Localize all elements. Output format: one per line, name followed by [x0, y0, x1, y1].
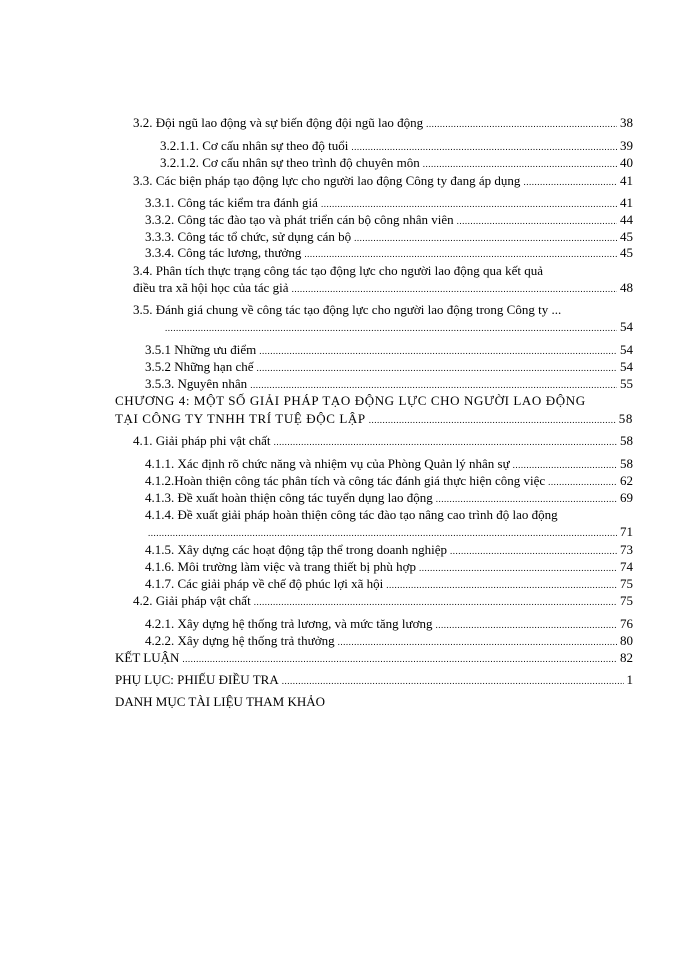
toc-entry-page: 39 [620, 138, 633, 153]
toc-entry-title: 3.2.1.2. Cơ cấu nhân sự theo trình độ chuyên môn [160, 155, 420, 170]
toc-entry-page: 54 [620, 342, 633, 357]
toc-entry-page: 55 [620, 376, 633, 391]
toc-entry-title: 4.1.5. Xây dựng các hoạt động tập thể trong doanh nghiệp [145, 542, 448, 557]
toc-entry-page: 80 [620, 633, 633, 648]
toc-entry[interactable] [115, 648, 633, 668]
toc-entry-page: 82 [620, 650, 633, 665]
toc-entry[interactable] [162, 317, 633, 337]
toc-entry-page: 41 [620, 195, 633, 210]
toc-entry-page: 54 [620, 319, 633, 334]
toc-entry-title: 4.2.2. Xây dựng hệ thống trả thưởng [145, 633, 335, 648]
toc-entry[interactable] [115, 670, 633, 690]
dot-leader [292, 279, 617, 299]
dot-leader [165, 318, 617, 338]
toc-entry-page: 58 [620, 433, 633, 448]
toc-entry[interactable] [133, 278, 633, 298]
toc-entry-page: 73 [620, 542, 633, 557]
dot-leader [426, 114, 617, 134]
toc-entry-title: 4.2.1. Xây dựng hệ thống trả lương, và mức tăng lương [145, 616, 433, 631]
toc-entry-page: 69 [620, 490, 633, 505]
toc-entry-page: 58 [620, 456, 633, 471]
toc-entry-page: 1 [626, 672, 633, 687]
toc-entry-title: 4.1.2.Hoàn thiện công tác phân tích và công tác đánh giá thực hiện công việc [145, 473, 546, 488]
toc-entry-page: 75 [620, 593, 633, 608]
toc-entry-title: 3.3.3. Công tác tổ chức, sử dụng cán bộ [145, 229, 352, 244]
dot-leader [523, 172, 617, 192]
toc-entry-title: 4.1. Giải pháp phi vật chất [133, 433, 271, 448]
toc-entry-page: 38 [620, 115, 633, 130]
toc-entry-title: 4.1.1. Xác định rõ chức năng và nhiệm vụ của Phòng Quản lý nhân sự [145, 456, 510, 471]
toc-entry-page: 62 [620, 473, 633, 488]
toc-entry-title: TẠI CÔNG TY TNHH TRÍ TUỆ ĐỘC LẬP [115, 411, 366, 426]
toc-entry-title: 3.3.2. Công tác đào tạo và phát triển cán bộ công nhân viên [145, 212, 454, 227]
toc-entry-page: 45 [620, 245, 633, 260]
toc-entry-page: 45 [620, 229, 633, 244]
toc-entry-title: 4.1.6. Môi trường làm việc và trang thiết bị phù hợp [145, 559, 417, 574]
toc-entry-title: 4.1.3. Đề xuất hoàn thiện công tác tuyển dụng lao động [145, 490, 433, 505]
toc-entry[interactable] [133, 113, 633, 133]
toc-entry-title: 3.3. Các biện pháp tạo động lực cho người lao động Công ty đang áp dụng [133, 173, 521, 188]
toc-entry[interactable]: DANH MỤC TÀI LIỆU THAM KHẢO [115, 694, 326, 709]
toc-entry-title: 3.3.4. Công tác lương, thưởng [145, 245, 302, 260]
toc-entry[interactable] [160, 153, 633, 173]
toc-entry[interactable] [133, 591, 633, 611]
toc-entry-title-line1: 3.5. Đánh giá chung về công tác tạo động lực cho người lao động trong Công ty ... [133, 302, 562, 317]
toc-entry-title: 4.2. Giải pháp vật chất [133, 593, 251, 608]
toc-entry-page: 74 [620, 559, 633, 574]
toc-entry-title: 3.5.1 Những ưu điểm [145, 342, 257, 357]
toc-entry-title: 3.5.2 Những hạn chế [145, 359, 254, 374]
chapter-heading-line1: CHƯƠNG 4: MỘT SỐ GIẢI PHÁP TẠO ĐỘNG LỰC CHO NGƯỜI LAO ĐỘNG [115, 393, 586, 408]
toc-entry-page: 76 [620, 616, 633, 631]
toc-entry-title-line1: 4.1.4. Đề xuất giải pháp hoàn thiện công tác đào tạo nâng cao trình độ lao động [145, 507, 558, 522]
toc-entry-chapter[interactable] [115, 409, 633, 429]
dot-leader [254, 592, 617, 612]
toc-entry-page: 41 [620, 173, 633, 188]
toc-entry-page: 75 [620, 576, 633, 591]
toc-entry[interactable] [145, 243, 633, 263]
toc-entry[interactable] [145, 522, 633, 542]
toc-entry-page: 58 [618, 411, 633, 426]
toc-entry-page: 44 [620, 212, 633, 227]
toc-entry[interactable] [133, 171, 633, 191]
toc-entry-title: 3.3.1. Công tác kiểm tra đánh giá [145, 195, 318, 210]
dot-leader [182, 649, 617, 669]
toc-entry-title-line1: 3.4. Phân tích thực trạng công tác tạo động lực cho người lao động qua kết quả [133, 263, 543, 278]
toc-entry-page: 40 [620, 155, 633, 170]
toc-entry-title: điều tra xã hội học của tác giả [133, 280, 289, 295]
toc-entry-title: PHỤ LỤC: PHIẾU ĐIỀU TRA [115, 672, 279, 687]
toc-entry-title: 3.2.1.1. Cơ cấu nhân sự theo độ tuổi [160, 138, 349, 153]
toc-entry-title: KẾT LUẬN [115, 650, 180, 665]
toc-entry-page: 71 [620, 524, 633, 539]
toc-entry-page: 48 [620, 280, 633, 295]
toc-entry-title: 3.5.3. Nguyên nhân [145, 376, 248, 391]
dot-leader [274, 432, 617, 452]
toc-entry[interactable] [133, 431, 633, 451]
toc-entry-title: 3.2. Đội ngũ lao động và sự biến động đội ngũ lao động [133, 115, 424, 130]
dot-leader [369, 410, 616, 430]
toc-entry-title: 4.1.7. Các giải pháp về chế độ phúc lợi xã hội [145, 576, 384, 591]
toc-entry-page: 54 [620, 359, 633, 374]
dot-leader [282, 671, 624, 691]
